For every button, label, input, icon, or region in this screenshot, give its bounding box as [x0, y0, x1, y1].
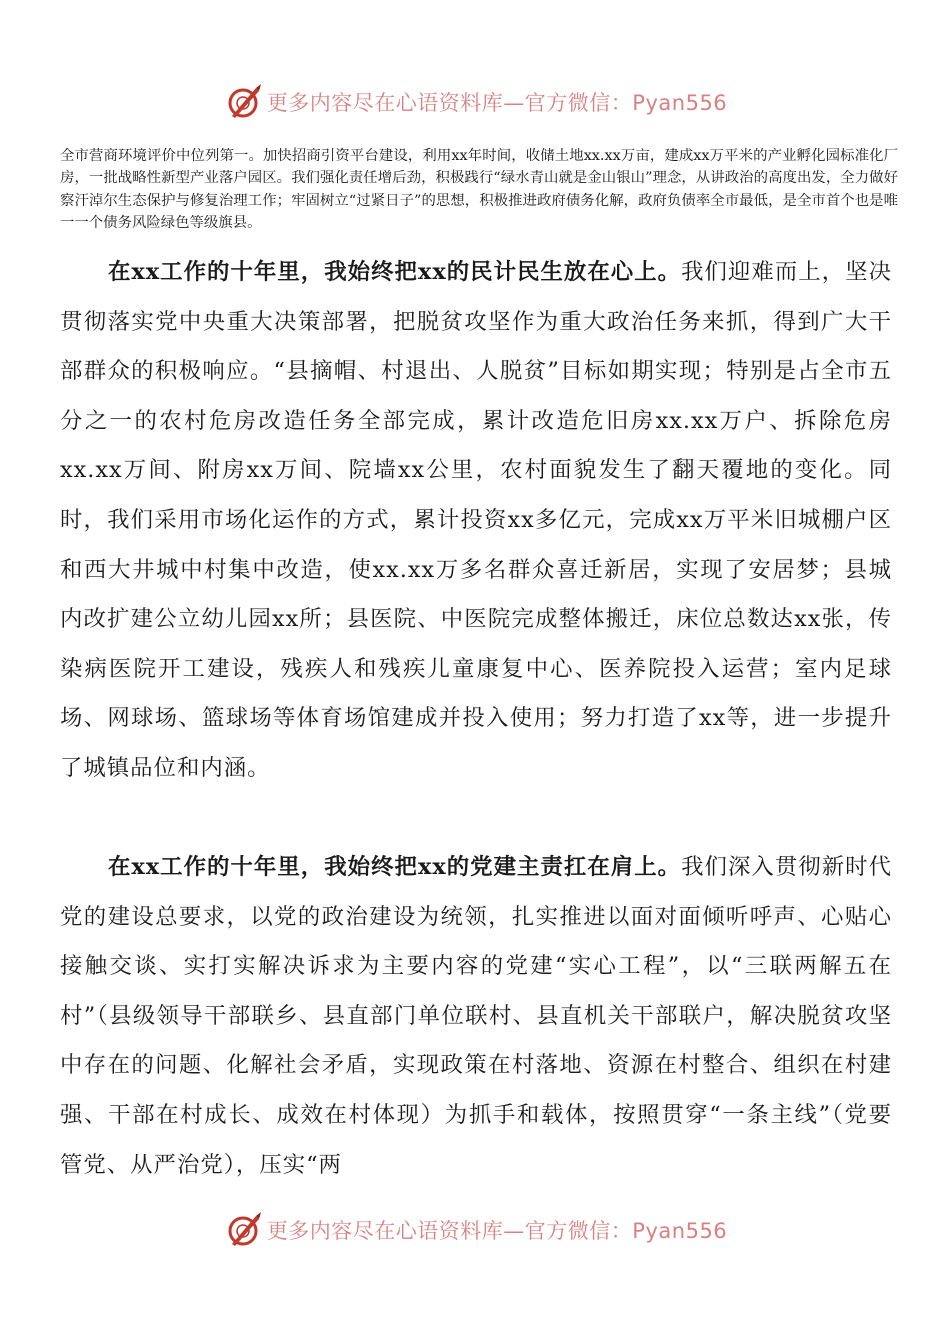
paragraph-1-text: 我们迎难而上，坚决贯彻落实党中央重大决策部署，把脱贫攻坚作为重大政治任务来抓，得到广大干部群众的积极响应。“县摘帽、村退出、人脱贫”目标如期实现；特别是占全市五分之一的农村危房改造任务全部完成，累计改造危旧房xx.xx万户、拆除危房xx.xx万间、附房xx万间、院墙xx公里，农村面貌发生了翻天覆地的变化。同时，我们采用市场化运作的方式，累计投资xx多亿元，完成xx万平米旧城棚户区和西大井城中村集中改造，使xx.xx万多名群众喜迁新居，实现了安居梦；县城内改扩建公立幼儿园xx所；县医院、中医院完成整体搬迁，床位总数达xx张，传染病医院开工建设，残疾人和残疾儿童康复中心、医养院投入运营；室内足球场、网球场、篮球场等体育场馆建成并投入使用；努力打造了xx等，进一步提升了城镇品位和内涵。	[60, 259, 892, 781]
paragraph-1-lead: 在xx工作的十年里，我始终把xx的民计民生放在心上。	[108, 259, 682, 285]
footer-banner-text: 更多内容尽在心语资料库—官方微信：Pyan556	[266, 1219, 728, 1243]
header-banner-text: 更多内容尽在心语资料库—官方微信：Pyan556	[266, 91, 728, 115]
body-paragraph-2	[60, 843, 892, 1190]
intro-paragraph: 全市营商环境评价中位列第一。加快招商引资平台建设，利用xx年时间，收储土地xx.xx万亩，建成xx万平米的产业孵化园标准化厂房，一批战略性新型产业落户园区。我们强化责任增后劲，积极践行“绿水青山就是金山银山”理念，从讲政治的高度出发，全力做好察汗淖尔生态保护与修复治理工作；牢固树立“过紧日子”的思想，积极推进政府债务化解，政府负债率全市最低，是全市首个也是唯一一个债务风险绿色等级旗县。	[60, 148, 898, 232]
paragraph-2-text: 我们深入贯彻新时代党的建设总要求，以党的政治建设为统领，扎实推进以面对面倾听呼声、心贴心接触交谈、实打实解决诉求为主要内容的党建“实心工程”，以“三联两解五在村”（县级领导干部联乡、县直部门单位联村、县直机关干部联户，解决脱贫攻坚中存在的问题、化解社会矛盾，实现政策在村落地、资源在村整合、组织在村建强、干部在村成长、成效在村体现）为抓手和载体，按照贯穿“一条主线”（党要管党、从严治党），压实“两	[60, 854, 892, 1178]
pen-circle-logo-icon	[223, 82, 263, 122]
paragraph-2-lead: 在xx工作的十年里，我始终把xx的党建主责扛在肩上。	[108, 854, 682, 880]
header-watermark-banner	[0, 80, 950, 124]
footer-watermark-banner	[0, 1208, 950, 1252]
pen-circle-logo-icon	[223, 1210, 263, 1250]
body-paragraph-1	[60, 248, 892, 794]
